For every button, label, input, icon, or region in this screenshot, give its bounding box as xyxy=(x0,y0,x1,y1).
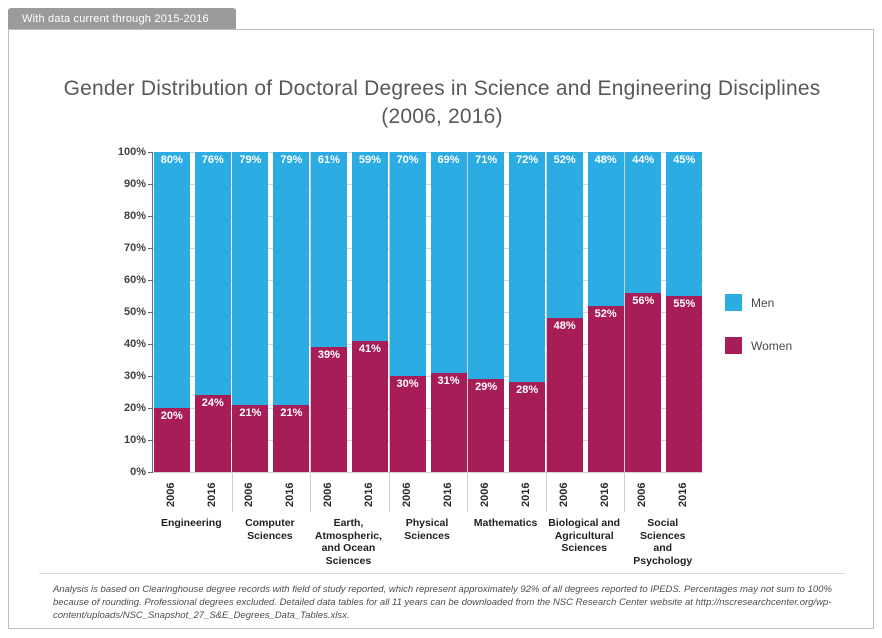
category-label-line: Social Sciences xyxy=(639,517,686,542)
year-label-group xyxy=(309,477,388,513)
x-axis-year-label: 2016 xyxy=(362,482,375,508)
data-currency-ribbon xyxy=(8,8,236,30)
stacked-bar[interactable] xyxy=(431,152,467,472)
y-axis-tick-label: 40% xyxy=(123,338,146,350)
bar-value-label-women: 39% xyxy=(317,349,340,362)
category-label-line: and Psychology xyxy=(633,542,693,567)
y-axis-tick-label: 80% xyxy=(123,210,146,222)
stacked-bar[interactable] xyxy=(588,152,624,472)
stacked-bar[interactable] xyxy=(666,152,702,472)
chart-title-line-1: Gender Distribution of Doctoral Degrees in Science and Engineering Disciplines xyxy=(63,77,821,100)
bar-segment-men xyxy=(431,152,467,373)
bar-segment-men xyxy=(390,152,426,376)
bar-segment-women xyxy=(352,341,388,472)
bar-segment-women xyxy=(311,347,347,472)
stacked-bar[interactable] xyxy=(232,152,268,472)
x-axis-year-label: 2016 xyxy=(284,482,297,508)
footnote-divider xyxy=(39,573,845,574)
bar-group xyxy=(232,152,311,472)
bar-group xyxy=(467,152,546,472)
y-axis-tick-label: 100% xyxy=(117,146,146,158)
y-axis-tick-label: 60% xyxy=(123,274,146,286)
bar-group xyxy=(389,152,468,472)
chart-card xyxy=(8,29,874,629)
bar-segment-women xyxy=(195,395,231,472)
y-axis-tick-label: 70% xyxy=(123,242,146,254)
page-title xyxy=(9,75,875,131)
bar-segment-men xyxy=(625,152,661,293)
y-axis-tick-label: 20% xyxy=(123,402,146,414)
bar-value-label-women: 20% xyxy=(160,410,183,422)
legend-item-women[interactable] xyxy=(725,337,792,354)
x-axis-category-label xyxy=(388,517,467,567)
chart-legend xyxy=(725,294,792,380)
x-axis-year-label: 2016 xyxy=(598,482,611,508)
bar-segment-men xyxy=(666,152,702,296)
year-label-group xyxy=(466,477,545,513)
x-axis-category-labels xyxy=(152,517,702,567)
bar-value-label-men: 44% xyxy=(632,154,655,166)
bar-segment-men xyxy=(154,152,190,408)
x-axis-category-label xyxy=(545,517,624,567)
x-axis-category-label xyxy=(623,517,702,567)
gridline xyxy=(153,472,703,473)
bar-segment-men xyxy=(352,152,388,341)
bar-segment-men xyxy=(232,152,268,405)
year-label-group xyxy=(388,477,467,513)
bar-segment-women xyxy=(509,382,545,472)
x-axis-year-label: 2006 xyxy=(164,482,177,508)
bar-segment-women xyxy=(273,405,309,472)
year-label-group xyxy=(152,477,231,513)
category-label-line: Agricultural xyxy=(554,529,614,542)
bar-group xyxy=(310,152,389,472)
bar-segment-men xyxy=(273,152,309,405)
y-axis-tick-label: 10% xyxy=(123,434,146,446)
bar-value-label-men: 80% xyxy=(160,154,183,166)
x-axis-year-labels xyxy=(152,477,702,513)
y-axis-tick-label: 30% xyxy=(123,370,146,382)
bar-value-label-women: 52% xyxy=(594,307,617,320)
bar-segment-men xyxy=(588,152,624,306)
bar-group xyxy=(153,152,232,472)
category-label-line: Computer xyxy=(245,517,295,529)
stacked-bar[interactable] xyxy=(390,152,426,472)
category-label-line: Earth, xyxy=(333,517,364,529)
category-label-line: Physical xyxy=(405,517,449,529)
legend-swatch-women-icon xyxy=(725,337,742,354)
bar-value-label-men: 61% xyxy=(317,154,340,166)
x-axis-year-label: 2006 xyxy=(557,482,570,508)
legend-item-men[interactable] xyxy=(725,294,792,311)
ribbon-label: With data current through 2015-2016 xyxy=(22,13,209,25)
bar-value-label-men: 79% xyxy=(280,154,303,166)
x-axis-year-label: 2006 xyxy=(636,482,649,508)
y-axis-tick-label: 0% xyxy=(130,466,146,478)
bar-value-label-women: 41% xyxy=(358,342,381,355)
bar-segment-women xyxy=(666,296,702,472)
bar-value-label-men: 71% xyxy=(475,154,498,166)
bar-segment-women xyxy=(588,306,624,472)
stacked-bar[interactable] xyxy=(547,152,583,472)
legend-swatch-men-icon xyxy=(725,294,742,311)
x-axis-year-label: 2006 xyxy=(479,482,492,508)
bar-value-label-men: 76% xyxy=(201,154,224,166)
year-label-group xyxy=(623,477,702,513)
bar-value-label-women: 28% xyxy=(516,384,539,397)
x-axis-year-label: 2006 xyxy=(400,482,413,508)
category-label-line: Sciences xyxy=(561,542,607,554)
bar-value-label-women: 56% xyxy=(632,294,655,307)
bar-group xyxy=(624,152,703,472)
bar-value-label-women: 30% xyxy=(396,378,419,390)
year-label-group xyxy=(231,477,310,513)
category-label-line: Sciences xyxy=(247,529,293,542)
stacked-bar[interactable] xyxy=(625,152,661,472)
footnote: Analysis is based on Clearinghouse degree records with field of study reported, which represent approximately 92% of all degrees reported to IPEDS. Percentages may not sum to 100% because of rounding. Professional degrees excluded. Detailed data tables for all 11 years can be downloaded from the NSC Research Center website at http://nscresearchcenter.org/wp-content/uploads/NSC_Snapshot_27_S&E_Degrees_Data_Tables.xlsx. xyxy=(53,584,832,621)
bar-segment-men xyxy=(509,152,545,382)
bar-segment-women xyxy=(232,405,268,472)
bar-segment-women xyxy=(547,318,583,472)
bar-value-label-women: 24% xyxy=(201,397,224,410)
bar-value-label-men: 72% xyxy=(516,154,539,166)
category-label-line: Atmospheric, xyxy=(314,529,382,542)
bar-segment-women xyxy=(625,293,661,472)
bar-value-label-women: 21% xyxy=(280,406,303,419)
bar-value-label-men: 45% xyxy=(673,154,696,166)
x-axis-year-label: 2016 xyxy=(520,482,533,508)
category-label-line: Engineering xyxy=(160,517,222,529)
bar-segment-women xyxy=(154,408,190,472)
bar-value-label-women: 48% xyxy=(553,320,576,333)
category-label-line: Biological and xyxy=(548,517,621,529)
x-axis-category-label xyxy=(466,517,545,567)
bar-value-label-women: 55% xyxy=(673,298,696,310)
stacked-bar[interactable] xyxy=(468,152,504,472)
bar-value-label-women: 21% xyxy=(239,406,262,419)
category-label-line: Sciences xyxy=(325,554,372,567)
bar-value-label-women: 31% xyxy=(437,374,460,387)
y-axis-tick-label: 90% xyxy=(123,178,146,190)
legend-label-men: Men xyxy=(751,295,775,310)
bar-value-label-men: 69% xyxy=(437,154,460,166)
stacked-bar[interactable] xyxy=(195,152,231,472)
bar-segment-men xyxy=(311,152,347,347)
x-axis-category-label xyxy=(231,517,310,567)
bar-value-label-men: 48% xyxy=(594,154,617,166)
bar-groups xyxy=(153,152,703,472)
bar-segment-women xyxy=(431,373,467,472)
x-axis-year-label: 2016 xyxy=(677,482,690,508)
y-axis-tick-label: 50% xyxy=(123,306,146,318)
bar-value-label-men: 79% xyxy=(239,154,262,166)
stacked-bar[interactable] xyxy=(311,152,347,472)
bar-segment-women xyxy=(468,379,504,472)
bar-value-label-women: 29% xyxy=(475,381,498,394)
stacked-bar[interactable] xyxy=(154,152,190,472)
x-axis-year-label: 2006 xyxy=(243,482,256,508)
x-axis-year-label: 2016 xyxy=(205,482,218,508)
plot-area xyxy=(117,146,703,478)
bar-value-label-men: 59% xyxy=(358,154,381,166)
bar-segment-men xyxy=(547,152,583,318)
bar-segment-men xyxy=(195,152,231,395)
bar-segment-women xyxy=(390,376,426,472)
x-axis-year-label: 2006 xyxy=(321,482,334,508)
stacked-bar[interactable] xyxy=(273,152,309,472)
stacked-bar[interactable] xyxy=(352,152,388,472)
bar-group xyxy=(546,152,625,472)
y-axis-tickmark xyxy=(148,472,153,473)
legend-label-women: Women xyxy=(751,338,793,353)
category-label-line: Sciences xyxy=(404,529,450,542)
category-label-line: Mathematics xyxy=(473,517,538,529)
bar-segment-men xyxy=(468,152,504,379)
category-label-line: and Ocean xyxy=(321,542,376,554)
x-axis-category-label xyxy=(152,517,231,567)
bar-value-label-men: 52% xyxy=(553,154,576,166)
stacked-bar[interactable] xyxy=(509,152,545,472)
bar-value-label-men: 70% xyxy=(396,154,419,166)
x-axis-category-label xyxy=(309,517,388,567)
x-axis-year-label: 2016 xyxy=(441,482,454,508)
year-label-group xyxy=(545,477,624,513)
chart-title-line-2: (2006, 2016) xyxy=(381,105,503,128)
